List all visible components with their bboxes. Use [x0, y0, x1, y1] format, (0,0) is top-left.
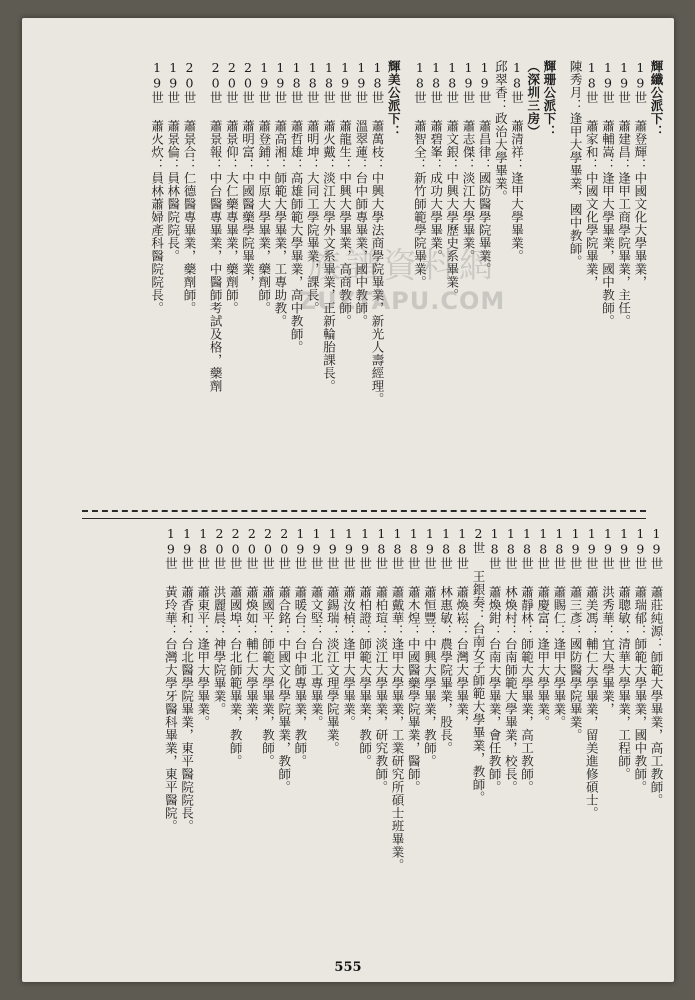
entry-column: 18世 蕭煥鉗：台南大學畢業，會任教師。	[487, 526, 503, 794]
entry-column: 19世 蕭高湘：師範大學畢業，工專助教。	[272, 60, 288, 328]
entry-column: 18世 蕭賜仁：逢甲大學畢業。	[551, 526, 567, 729]
upper-columns	[64, 60, 664, 450]
lower-section	[64, 526, 664, 936]
entry-column: 19世 洪秀華：宜大學畢業，	[600, 526, 616, 716]
section-heading: 輝纖公派下：	[649, 60, 664, 138]
entry-column: 20世 蕭合銘：中國文化學院畢業，教師。	[276, 526, 292, 794]
entry-column: 19世 溫翠蓮：台中師專畢業，國中教師。	[353, 60, 369, 328]
entry-column: 20世 洪麗晨：神學院畢業。	[211, 526, 227, 716]
entry-column: 2世 王銀奏：台南女子師範大學畢業，教師。	[470, 526, 486, 804]
entry-column	[557, 60, 567, 450]
entry-column: 18世 蕭家和：中國文化學院畢業，	[584, 60, 600, 289]
entry-column: 18世 蕭慶富：逢甲大學畢業。	[535, 526, 551, 729]
entry-column: 20世 蕭國平：師範大學畢業，教師。	[260, 526, 276, 768]
watermark-line-2: ZUZTAPU.COM	[298, 287, 506, 315]
entry-column: 20世 蕭國埠：台北師範畢業，教師。	[228, 526, 244, 768]
section-divider	[82, 510, 646, 519]
entry-column: 18世 蕭哲雄：高雄師範大學畢業，高中教師。	[289, 60, 305, 354]
entry-column: 18世 蕭柏瑄：淡江大學畢業，研究教師。	[373, 526, 389, 794]
entry-column: 20世 蕭景仰：大仁藥專畢業，藥劑師。	[224, 60, 240, 315]
entry-column: 18世 蕭靜林：師範大學畢業，高工教師。	[519, 526, 535, 794]
entry-column: 邱翠香：政治大學畢業。	[493, 60, 509, 203]
entry-column: 18世 林煥村：台南師範大學畢業，校長。	[503, 526, 519, 794]
entry-column: 19世 蕭莊純源：師範大學畢業，高工教師。	[649, 526, 664, 807]
entry-column	[197, 60, 207, 450]
entry-column: 19世 黃玲華：台灣大學牙醫科畢業，東平醫院。	[163, 526, 179, 833]
upper-section	[64, 60, 664, 450]
entry-column: 19世 蕭文堅：台北工專畢業。	[309, 526, 325, 729]
entry-column: 19世 蕭美馮：輔仁大學畢業，留美進修碩士。	[584, 526, 600, 820]
entry-column: 19世 蕭輔嵩：逢甲大學畢業，國中教師。	[600, 60, 616, 328]
entry-column: 19世 蕭昌律：國防醫學院畢業。	[477, 60, 493, 276]
entry-column: 19世 蕭聰敏：清華大學畢業，工程師。	[616, 526, 632, 781]
entry-column: 19世 蕭恒豐：中興大學畢業，教師。	[422, 526, 438, 768]
section-heading: 輝美公派下：	[386, 60, 402, 138]
lower-columns	[64, 526, 664, 936]
entry-column: 20世 蕭煥如：輔仁大學畢業，	[244, 526, 260, 729]
entry-column: 18世 蕭萬枝：中興大學法商學院畢業，新光人壽經理。	[370, 60, 385, 406]
entry-column: 20世 蕭景合：仁德醫專畢業，藥劑師。	[181, 60, 197, 315]
entry-column: 19世 蕭景倫：員林醫院院長。	[165, 60, 181, 263]
entry-column: 18世 蕭明坤：大同工學院畢業，課長。	[305, 60, 321, 315]
entry-column: 18世 蕭碧峯：成功大學畢業。	[428, 60, 444, 263]
entry-column: 19世 蕭汝楨：逢甲大學畢業。	[341, 526, 357, 729]
entry-column: 18世 蕭戴華：逢甲大學畢業，工業研究所碩士班畢業。	[390, 526, 405, 872]
page-number: 555	[334, 960, 362, 975]
entry-column: 陳秀月：逢甲大學畢業，國中教師。	[568, 60, 584, 268]
entry-column: 19世 蕭香和：台北醫學院畢業，東平醫院院長。	[179, 526, 195, 833]
entry-column: 18世 蕭木煌：中國醫藥學院畢業，醫師。	[406, 526, 422, 794]
entry-column: 18世 蕭火戴：淡江大學外文系畢業，正新輪胎課長。	[321, 60, 337, 393]
entry-column: 18世 蕭東平：逢甲大學畢業。	[195, 526, 211, 729]
entry-column: 19世 蕭火炊：員林蕭婦產科醫院院長。	[149, 60, 165, 315]
entry-column	[401, 60, 411, 450]
section-heading: （深圳三房）	[525, 60, 541, 138]
entry-column: 19世 蕭志傑：淡江大學畢業。	[460, 60, 476, 263]
watermark-line-1: 族譜資料網	[307, 246, 497, 286]
entry-column: 18世 蕭煥崧：台灣大學畢業，	[454, 526, 470, 729]
entry-column: 19世 蕭龍生：中興大學畢業，高商教師。	[337, 60, 353, 328]
entry-column: 19世 蕭登鋪：中原大學畢業，藥劑師。	[256, 60, 272, 315]
entry-column: 20世 蕭景報：中台醫專畢業，中醫師考試及格，藥劑	[208, 60, 224, 393]
entry-column: 18世 林惠敏：農學院畢業，股長。	[438, 526, 454, 755]
entry-column: 18世 蕭文銀：中興大學歷史系畢業。	[444, 60, 460, 302]
entry-column: 18世 蕭清祥：逢甲大學畢業。	[509, 60, 525, 263]
entry-column: 20世 蕭明富：中國醫藥學院畢業，	[240, 60, 256, 289]
section-heading: 輝珊公派下：	[541, 60, 557, 138]
entry-column: 19世 蕭三彥：國防醫學院畢業。	[568, 526, 584, 742]
entry-column: 19世 蕭登輝：中國文化大學畢業，	[632, 60, 648, 289]
entry-column: 19世 蕭柏證：師範大學畢業，教師。	[357, 526, 373, 768]
entry-column: 19世 蕭暖台：台中師專畢業，教師。	[292, 526, 308, 768]
entry-column: 19世 蕭建昌：逢甲工商學院畢業，主任。	[616, 60, 632, 328]
entry-column: 19世 蕭瑞郁：師範大學畢業，國中教師。	[632, 526, 648, 794]
entry-column: 19世 蕭錫瑞：淡江文理學院畢業。	[325, 526, 341, 755]
scanned-page	[22, 18, 674, 982]
entry-column: 18世 蕭智全：新竹師範學院畢業。	[412, 60, 428, 289]
